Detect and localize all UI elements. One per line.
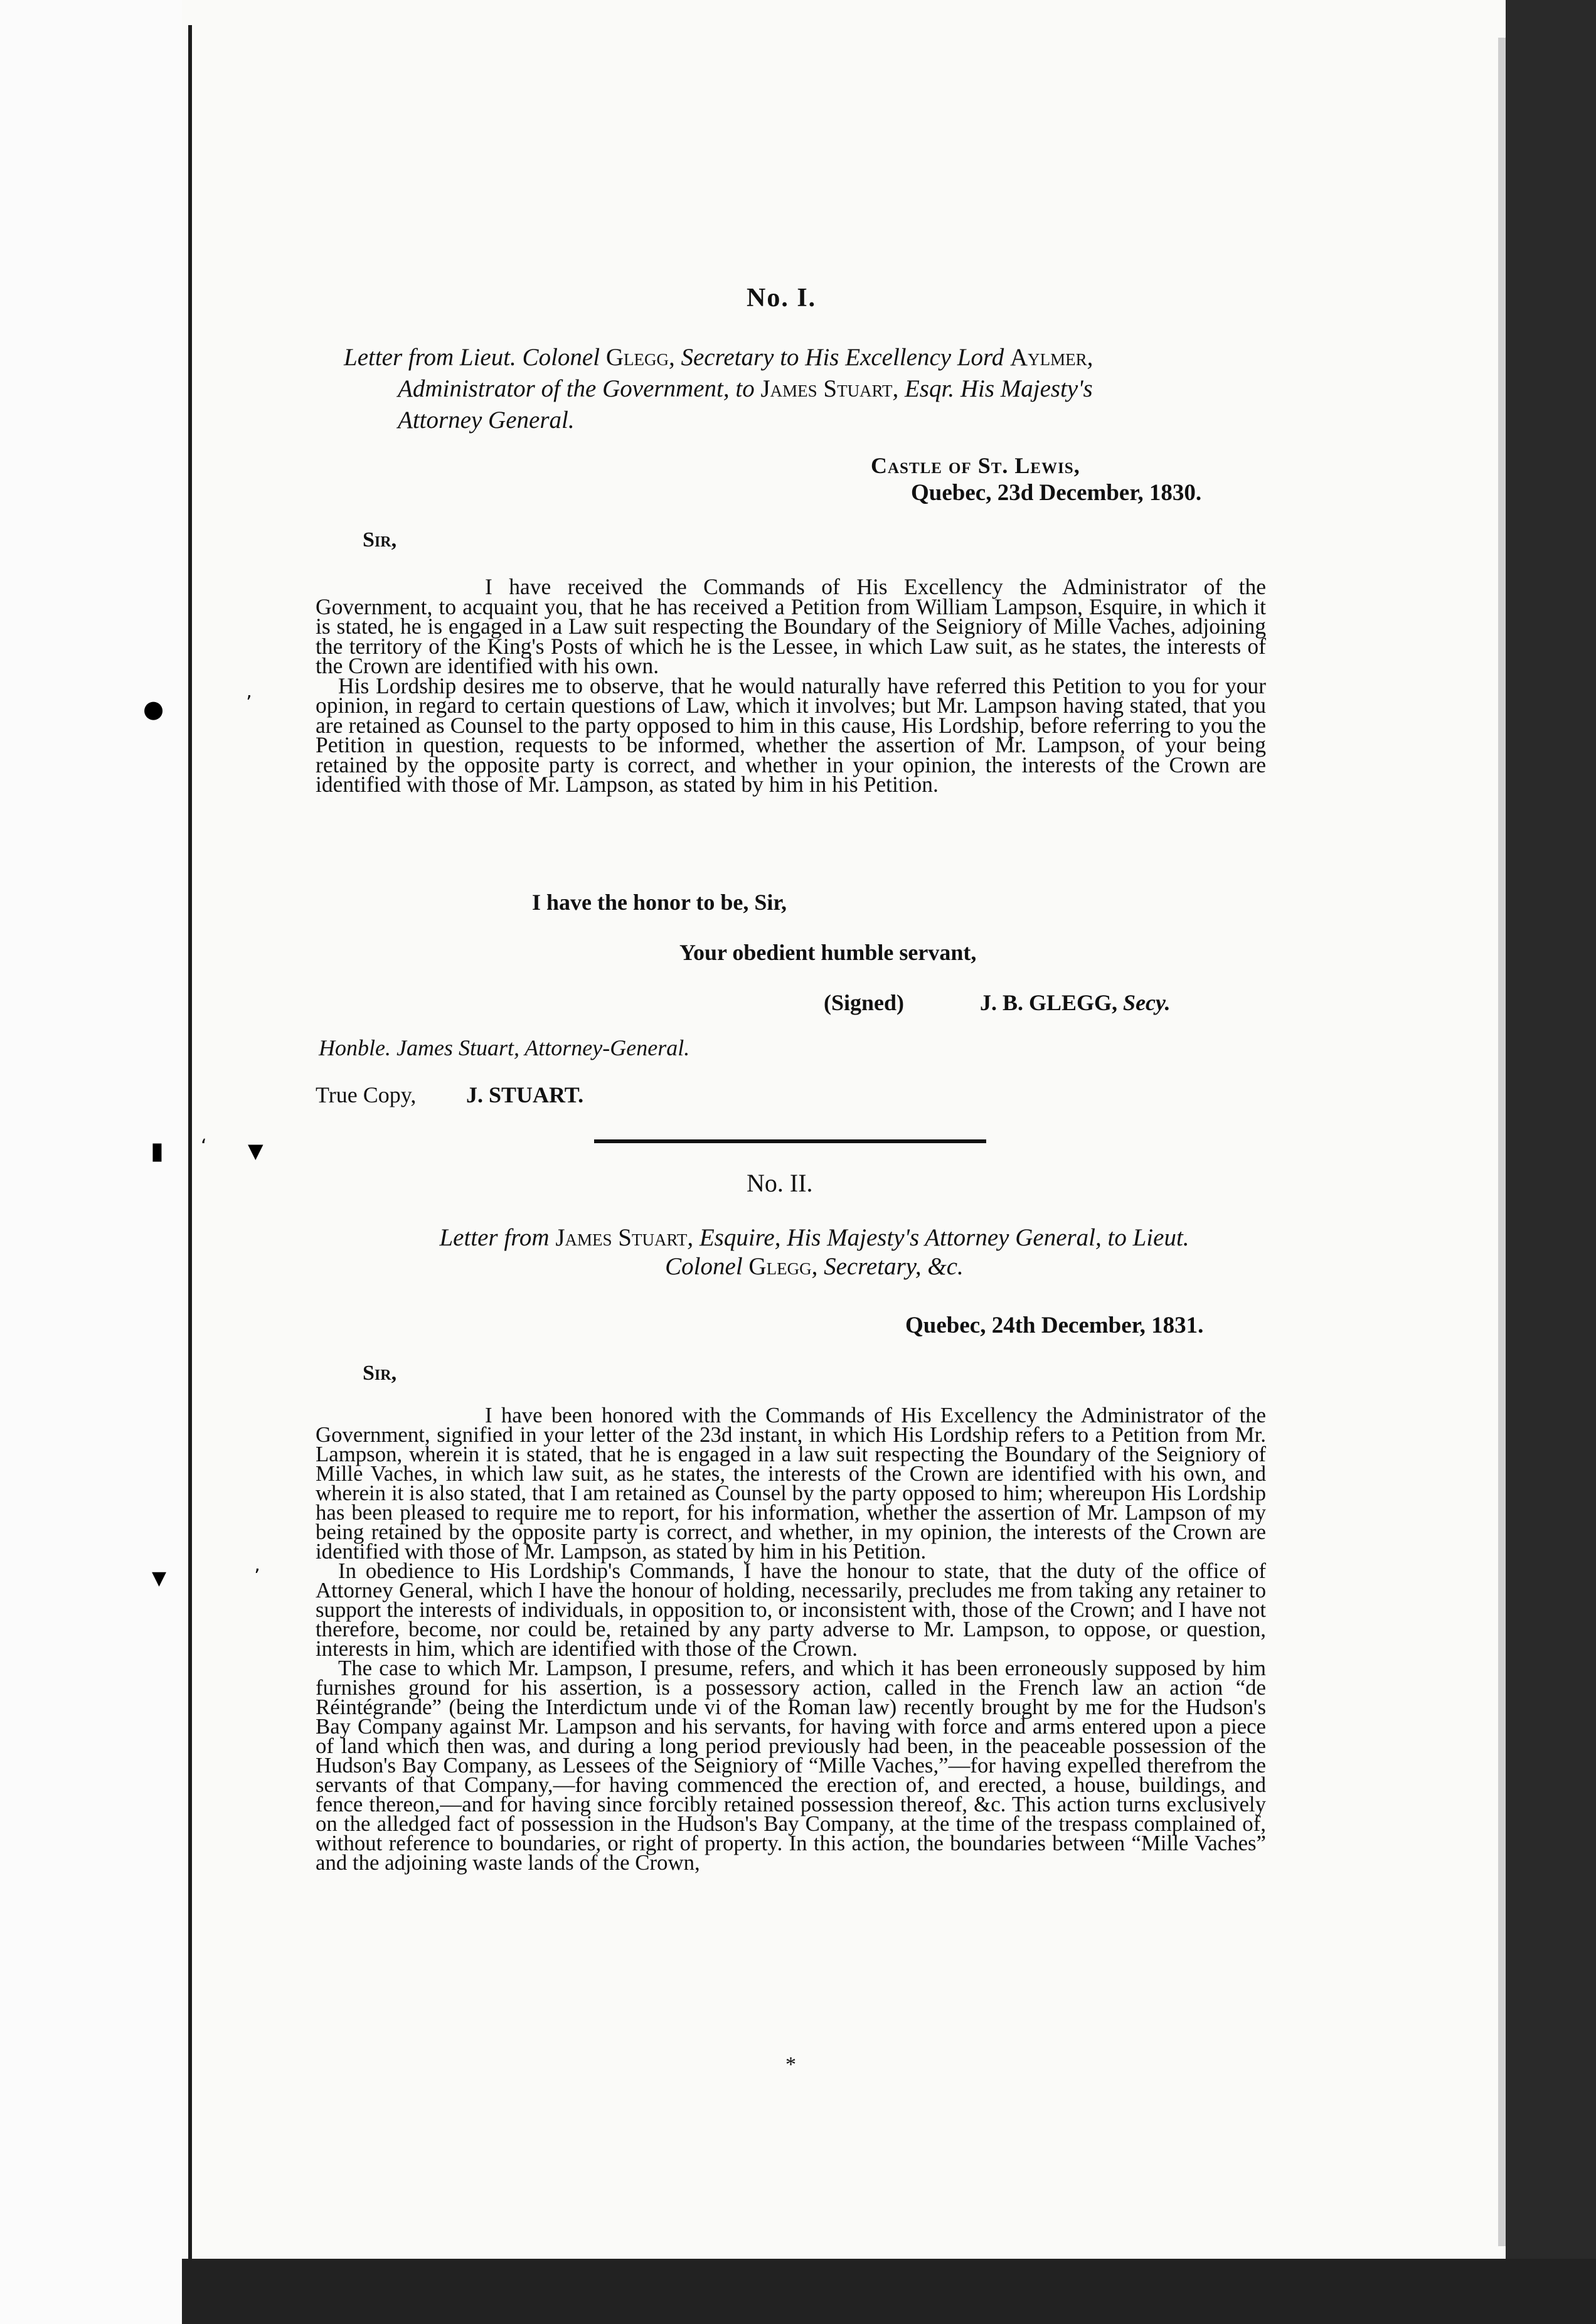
paragraph: In obedience to His Lordship's Commands, I have the honour to state, that the duty of the office of Attorney General, which I have the honour of holding, necessarily, precludes me from taking any retainer to support the interests of individuals, in opposition to, or inconsistent with, those of the Crown; and I have not therefore, become, nor could be, retained by any party adverse to Mr. Lampson, to oppose, or question, interests in him, which are identified with those of the Crown.: [316, 1559, 1266, 1661]
margin-mark: ▮: [151, 1137, 164, 1165]
margin-mark: ▼: [248, 1139, 263, 1163]
letter-number: No. I.: [747, 284, 817, 312]
footer-mark: *: [785, 2053, 796, 2076]
paragraph: The case to which Mr. Lampson, I presume, refers, and which it has been erroneously supposed by him furnishes ground for his assertion, is a possessory action, called in the French law an action “de Réintégrande” (being the Interdictum unde vi of the Roman law) recently brought by me for the Hudson's Bay Company against Mr. Lampson and his servants, for having with force and arms entered upon a piece of land which then was, and during a long period previously had been, in the peaceable possession of the Hudson's Bay Company, as Lessees of the Seigniory of “Mille Vaches,”—for having expelled therefrom the servants of that Company,—for having commenced the erection of, and erected, a house, buildings, and fence thereon,—and for having since forcibly retained possession thereof, &c. This action turns exclusively on the alledged fact of possession in the Hudson's Bay Company, at the time of the trespass complained of, without reference to boundaries, or right of property. In this action, the boundaries between “Mille Vaches” and the adjoining waste lands of the Crown,: [316, 1656, 1266, 1875]
true-copy-name: J. STUART.: [466, 1082, 584, 1107]
letter-date: Quebec, 23d December, 1830.: [911, 480, 1202, 506]
paragraph: I have received the Commands of His Excellency the Administrator of the Government, to acquaint you, that he has received a Petition from William Lampson, Esquire, in which it is stated, he is engaged in a Law suit respecting the Boundary of the Seigniory of Mille Vaches, adjoining the territory of the King's Posts of which he is the Lessee, in which Law suit, as he states, the interests of the Crown are identified with his own.: [316, 574, 1266, 678]
addressee: Honble. James Stuart, Attorney-General.: [319, 1035, 690, 1060]
paragraph: His Lordship desires me to observe, that he would naturally have referred this Petition to you for your opinion, in regard to certain questions of Law, which it involves; but Mr. Lampson having stated, that you are retained as Counsel to the party opposed to him in this cause, His Lordship, before referring to you the Petition in question, requests to be informed, whether the assertion of Mr. Lampson, of your being retained by the opposite party is correct, and whether in your opinion, the interests of the Crown are identified with those of Mr. Lampson, as stated by him in his Petition.: [316, 673, 1266, 797]
paragraph: I have been honored with the Commands of His Excellency the Administrator of the Government, signified in your letter of the 23d instant, in which His Lordship refers to a Petition from Mr. Lampson, wherein it is stated, that he is engaged in a law suit respecting the Boundary of the Seigniory of Mille Vaches, in which law suit, as he states, the interests of the Crown are identified with his own, and wherein it is also stated, that I am retained as Counsel by the party opposed to him; whereupon His Lordship has been pleased to require me to report, for his information, whether the assertion of Mr. Lampson of my being retained by the opposite party is correct, and whether, in my opinion, the interests of the Crown are identified with those of Mr. Lampson, as stated by him in his Petition.: [316, 1403, 1266, 1564]
margin-mark: ’: [246, 692, 252, 714]
document-page: [182, 0, 1531, 2271]
margin-mark: ▼: [152, 1567, 167, 1589]
scan-bottom-border: [182, 2259, 1596, 2324]
margin-mark: ●: [143, 695, 164, 723]
closing: Your obedient humble servant,: [679, 940, 977, 965]
letter-number: No. II.: [747, 1169, 813, 1197]
margin-mark: ‘: [201, 1136, 207, 1158]
letter-date: Quebec, 24th December, 1831.: [905, 1313, 1204, 1338]
signed-label: (Signed): [824, 990, 905, 1015]
letter-place: Castle of St. Lewis,: [871, 453, 1080, 478]
salutation: Sir,: [363, 1362, 397, 1385]
letter-heading: Letter from Lieut. Colonel Glegg, Secretary to His Excellency Lord Aylmer, Administrator of the Government, to James Stuart, Esqr. His Majesty's Attorney General.: [344, 344, 1093, 434]
margin-mark: ’: [254, 1565, 260, 1587]
letter-heading: Letter from James Stuart, Esquire, His Majesty's Attorney General, to Lieut. Colonel Glegg, Secretary, &c.: [439, 1224, 1189, 1280]
signature: J. B. GLEGG, Secy.: [980, 990, 1171, 1015]
letter-body: [316, 574, 1266, 797]
scan-right-border: [1506, 0, 1596, 2324]
scan-binding-edge: [188, 25, 192, 2259]
scan-page-edge: [1498, 38, 1506, 2246]
letter-body: [316, 1403, 1266, 1875]
section-divider: [594, 1139, 986, 1143]
true-copy-label: True Copy,: [316, 1082, 417, 1107]
closing: I have the honor to be, Sir,: [532, 890, 787, 915]
salutation: Sir,: [363, 528, 397, 552]
